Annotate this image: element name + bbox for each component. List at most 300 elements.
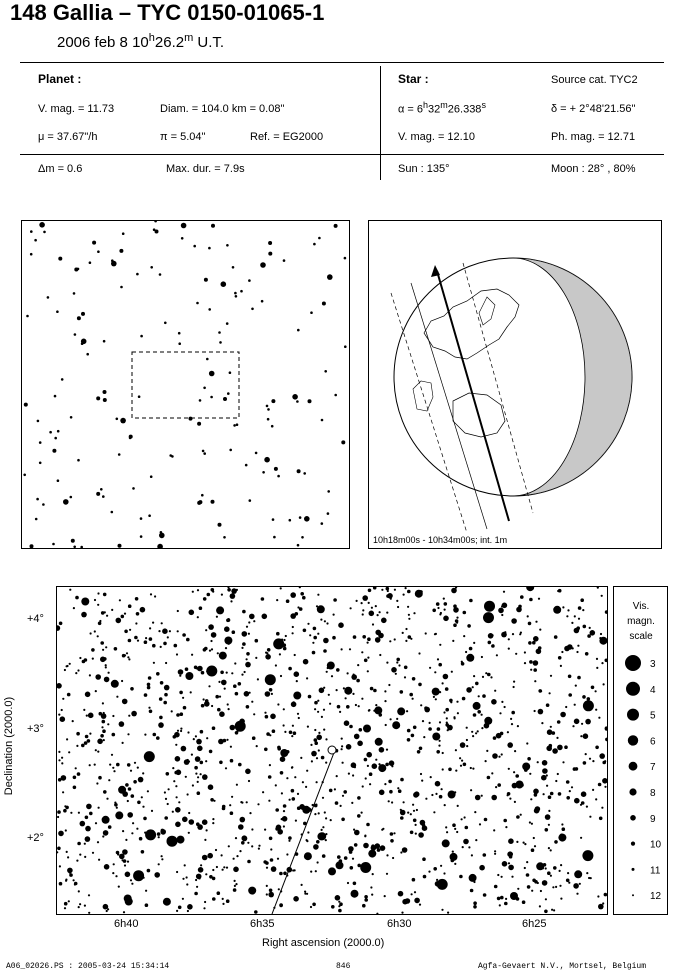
chart-star	[76, 860, 78, 862]
chart-star	[342, 795, 344, 797]
chart-star	[122, 830, 124, 832]
chart-star	[134, 762, 136, 764]
detail-region-frame	[132, 352, 239, 418]
chart-star	[254, 910, 258, 914]
chart-star	[542, 760, 548, 766]
chart-star	[127, 812, 133, 818]
chart-star	[533, 837, 535, 839]
chart-star	[317, 832, 325, 840]
chart-star	[547, 871, 551, 875]
finder-star	[111, 259, 114, 262]
chart-star	[443, 674, 449, 680]
chart-star	[475, 795, 481, 801]
chart-star	[353, 882, 357, 886]
chart-star	[384, 895, 386, 897]
chart-star	[481, 656, 483, 658]
chart-star	[487, 673, 491, 677]
chart-star	[532, 879, 536, 883]
chart-star	[562, 761, 564, 763]
chart-star	[288, 840, 290, 842]
chart-star	[394, 638, 396, 640]
chart-star	[508, 648, 510, 650]
chart-star	[314, 729, 316, 731]
chart-star	[471, 731, 473, 733]
chart-star	[362, 613, 364, 615]
chart-star	[190, 691, 192, 693]
finder-star	[245, 464, 248, 467]
chart-star	[141, 850, 145, 854]
chart-star	[241, 841, 245, 845]
chart-star	[291, 735, 293, 737]
chart-star	[92, 852, 94, 854]
finder-star	[267, 418, 270, 421]
chart-star	[304, 891, 306, 893]
finder-star	[169, 454, 172, 457]
chart-star	[182, 817, 188, 823]
chart-star	[98, 776, 102, 780]
chart-star	[125, 898, 133, 906]
chart-star	[119, 599, 121, 601]
chart-star	[333, 614, 335, 616]
chart-star	[205, 760, 207, 762]
chart-star	[317, 861, 319, 863]
chart-star	[79, 854, 81, 856]
chart-star	[133, 780, 137, 784]
finder-star	[297, 329, 300, 332]
globe-map	[369, 221, 661, 548]
chart-star	[313, 844, 319, 850]
legend-title-scale: scale	[629, 631, 653, 642]
chart-star	[288, 836, 292, 840]
legend-label-9: 9	[650, 813, 656, 825]
chart-star	[148, 676, 152, 680]
chart-star	[553, 909, 555, 911]
chart-star	[246, 705, 250, 709]
chart-star	[217, 708, 221, 712]
chart-star	[131, 883, 133, 885]
chart-star	[255, 657, 257, 659]
chart-star	[413, 726, 417, 730]
event-datetime	[57, 32, 224, 51]
chart-star	[231, 796, 233, 798]
chart-star	[125, 839, 127, 841]
chart-star	[178, 669, 184, 675]
chart-star	[252, 736, 256, 740]
chart-star	[583, 700, 594, 711]
finder-star	[58, 257, 62, 261]
chart-star	[530, 669, 532, 671]
chart-star	[539, 629, 541, 631]
chart-star	[507, 731, 509, 733]
chart-star	[91, 648, 95, 652]
chart-star	[482, 694, 486, 698]
chart-star	[244, 691, 250, 697]
y-axis-label: Declination (2000.0)	[3, 696, 15, 796]
chart-star	[206, 829, 208, 831]
chart-star	[542, 880, 548, 886]
chart-star	[516, 841, 518, 843]
chart-star	[508, 838, 514, 844]
chart-star	[175, 807, 181, 813]
chart-star	[562, 606, 564, 608]
chart-star	[463, 839, 469, 845]
finder-star	[211, 224, 215, 228]
chart-star	[454, 828, 456, 830]
chart-star	[466, 745, 468, 747]
finder-star	[308, 399, 312, 403]
chart-star	[115, 875, 117, 877]
finder-star	[122, 232, 125, 235]
chart-star	[281, 818, 283, 820]
chart-star	[331, 905, 335, 909]
chart-star	[364, 895, 368, 899]
datetime-ut: U.T.	[193, 34, 225, 51]
chart-star	[423, 736, 425, 738]
chart-star	[194, 892, 198, 896]
chart-star	[66, 738, 68, 740]
chart-star	[473, 675, 475, 677]
finder-star	[140, 335, 143, 338]
chart-star	[352, 693, 354, 695]
legend-dot-12	[632, 894, 634, 896]
chart-star	[328, 694, 330, 696]
chart-star	[379, 611, 381, 613]
chart-star	[360, 862, 371, 873]
chart-star	[580, 837, 582, 839]
finder-star	[322, 302, 326, 306]
finder-star	[268, 252, 272, 256]
chart-star	[596, 667, 598, 669]
chart-star	[187, 904, 193, 910]
chart-star	[578, 606, 582, 610]
chart-star	[241, 647, 243, 649]
chart-star	[145, 637, 147, 639]
chart-star	[409, 693, 413, 697]
chart-star	[131, 711, 137, 717]
chart-star	[346, 705, 350, 709]
chart-star	[128, 658, 130, 660]
chart-star	[411, 893, 413, 895]
chart-star	[457, 805, 459, 807]
chart-star	[122, 654, 126, 658]
chart-star	[386, 594, 390, 598]
chart-star	[387, 590, 389, 592]
chart-star	[211, 705, 213, 707]
chart-star	[384, 700, 386, 702]
chart-star	[376, 913, 378, 914]
chart-star	[201, 671, 205, 675]
chart-star	[395, 673, 397, 675]
chart-star	[215, 849, 217, 851]
chart-star	[487, 776, 491, 780]
chart-star	[295, 820, 297, 822]
chart-star	[141, 796, 143, 798]
chart-star	[124, 630, 128, 634]
legend-label-10: 10	[650, 839, 662, 851]
chart-star	[499, 712, 501, 714]
chart-star	[524, 651, 526, 653]
chart-star	[477, 710, 481, 714]
chart-star	[432, 609, 436, 613]
chart-star	[344, 856, 348, 860]
chart-star	[375, 843, 381, 849]
finder-star	[208, 247, 211, 250]
chart-star	[240, 817, 246, 823]
chart-star	[112, 733, 116, 737]
chart-star	[300, 757, 302, 759]
chart-star	[164, 816, 168, 820]
chart-star	[439, 721, 441, 723]
chart-star	[187, 910, 189, 912]
chart-star	[381, 589, 383, 591]
chart-star	[172, 767, 174, 769]
chart-star	[266, 693, 268, 695]
finder-star	[86, 353, 89, 356]
chart-star	[288, 667, 292, 671]
finder-star	[49, 431, 52, 434]
chart-star	[531, 890, 533, 892]
chart-star	[176, 713, 180, 717]
chart-star	[188, 832, 190, 834]
chart-star	[475, 732, 477, 734]
chart-star	[435, 881, 441, 887]
chart-star	[307, 726, 309, 728]
chart-star	[65, 880, 67, 882]
chart-star	[290, 592, 296, 598]
chart-star	[453, 623, 457, 627]
chart-star	[602, 902, 604, 904]
chart-star	[552, 886, 554, 888]
finder-star	[30, 253, 33, 256]
chart-star	[307, 623, 309, 625]
chart-star	[301, 884, 303, 886]
chart-star	[587, 634, 591, 638]
chart-star	[502, 633, 506, 637]
chart-star	[576, 893, 578, 895]
finder-star	[154, 221, 157, 222]
finder-star	[178, 342, 181, 345]
chart-star	[266, 885, 268, 887]
chart-star	[531, 848, 535, 852]
chart-star	[589, 627, 591, 629]
finder-star	[96, 396, 100, 400]
chart-star	[566, 796, 570, 800]
chart-star	[219, 711, 225, 717]
chart-star	[283, 724, 285, 726]
chart-star	[595, 746, 599, 750]
chart-star	[400, 778, 404, 782]
finder-star	[111, 511, 114, 514]
chart-star	[188, 812, 190, 814]
chart-star	[466, 739, 468, 741]
chart-star	[67, 693, 71, 697]
chart-star	[78, 906, 80, 908]
chart-star	[472, 686, 474, 688]
chart-star	[501, 614, 503, 616]
chart-star	[198, 867, 204, 873]
chart-star	[127, 656, 129, 658]
chart-star	[124, 613, 126, 615]
chart-star	[503, 591, 505, 593]
chart-star	[448, 791, 456, 799]
chart-star	[400, 690, 404, 694]
chart-star	[604, 786, 606, 788]
chart-star	[199, 877, 201, 879]
chart-star	[89, 812, 93, 816]
star-alpha-second-unit: s	[481, 100, 486, 110]
chart-star	[481, 714, 483, 716]
chart-star	[306, 840, 308, 842]
chart-star	[548, 810, 550, 812]
chart-star	[553, 866, 557, 870]
chart-star	[579, 883, 581, 885]
chart-star	[209, 750, 213, 754]
chart-star	[567, 609, 569, 611]
chart-star	[599, 817, 603, 821]
chart-star	[185, 672, 193, 680]
chart-star	[473, 901, 477, 905]
chart-star	[558, 589, 562, 593]
finder-star	[57, 430, 60, 433]
chart-star	[216, 606, 224, 614]
chart-star	[467, 624, 471, 628]
chart-star	[527, 615, 529, 617]
chart-star	[435, 793, 437, 795]
chart-star	[449, 699, 453, 703]
chart-star	[132, 822, 134, 824]
chart-star	[258, 845, 260, 847]
chart-star	[289, 731, 293, 735]
chart-star	[246, 801, 248, 803]
chart-star	[529, 660, 533, 664]
chart-star	[545, 898, 547, 900]
chart-star	[581, 723, 583, 725]
chart-star	[415, 824, 417, 826]
chart-star	[66, 851, 68, 853]
chart-star	[81, 612, 87, 618]
chart-star	[128, 639, 132, 643]
chart-star	[349, 648, 351, 650]
chart-star	[191, 654, 193, 656]
chart-star	[122, 699, 128, 705]
chart-star	[378, 764, 386, 772]
finder-star	[299, 516, 302, 519]
chart-star	[73, 607, 75, 609]
chart-star	[358, 705, 360, 707]
chart-star	[420, 704, 422, 706]
chart-star	[261, 597, 265, 601]
chart-star	[568, 675, 572, 679]
finder-star	[150, 475, 153, 478]
chart-star	[167, 803, 169, 805]
chart-star	[316, 735, 322, 741]
chart-star	[394, 589, 396, 591]
chart-star	[421, 780, 423, 782]
chart-star	[508, 768, 510, 770]
chart-star	[81, 598, 89, 606]
chart-star	[152, 622, 154, 624]
chart-star	[312, 651, 316, 655]
chart-star	[85, 836, 91, 842]
chart-star	[100, 641, 104, 645]
chart-star	[439, 613, 441, 615]
chart-star	[286, 599, 290, 603]
chart-star	[292, 797, 296, 801]
chart-star	[575, 685, 577, 687]
star-alpha-seconds: 26.338	[447, 103, 482, 116]
chart-star	[422, 825, 428, 831]
finder-star	[160, 531, 163, 534]
chart-star	[127, 861, 129, 863]
chart-star	[147, 869, 151, 873]
chart-star	[197, 791, 201, 795]
datetime-minute-unit: m	[184, 32, 194, 44]
chart-star	[116, 763, 120, 767]
chart-star	[316, 605, 318, 607]
chart-star	[277, 858, 279, 860]
chart-star	[328, 867, 336, 875]
finder-star	[24, 403, 28, 407]
chart-star	[352, 774, 354, 776]
chart-star	[306, 770, 308, 772]
chart-star	[84, 741, 88, 745]
chart-star	[546, 774, 548, 776]
chart-star	[199, 742, 201, 744]
finder-star	[81, 339, 87, 345]
chart-star	[441, 788, 443, 790]
chart-star	[311, 760, 313, 762]
chart-star	[76, 732, 80, 736]
chart-star	[485, 760, 487, 762]
chart-star	[57, 810, 61, 814]
chart-star	[226, 672, 228, 674]
chart-star	[302, 596, 306, 600]
chart-star	[90, 632, 92, 634]
chart-star	[454, 863, 456, 865]
chart-star	[233, 867, 239, 873]
chart-star	[428, 871, 430, 873]
chart-star	[527, 885, 531, 889]
chart-star	[299, 587, 301, 588]
chart-star	[412, 698, 414, 700]
chart-star	[158, 630, 160, 632]
magnitude-drop: Δm = 0.6	[38, 163, 83, 175]
chart-star	[84, 658, 88, 662]
chart-star	[242, 631, 248, 637]
chart-star	[314, 813, 316, 815]
chart-star	[571, 622, 573, 624]
chart-star	[127, 733, 129, 735]
finder-star	[199, 399, 202, 402]
chart-star	[405, 587, 407, 589]
chart-star	[405, 898, 411, 904]
chart-star	[279, 904, 283, 908]
chart-star	[223, 866, 225, 868]
chart-star	[557, 745, 563, 751]
chart-star	[58, 751, 60, 753]
chart-star	[75, 767, 77, 769]
chart-star	[494, 853, 496, 855]
chart-star	[546, 703, 550, 707]
datetime-date: 2006 feb 8 10	[57, 34, 149, 51]
chart-star	[249, 614, 255, 620]
chart-star	[386, 662, 388, 664]
chart-star	[164, 685, 170, 691]
chart-star	[140, 607, 146, 613]
chart-star	[97, 604, 99, 606]
chart-star	[248, 633, 250, 635]
chart-star	[197, 781, 199, 783]
